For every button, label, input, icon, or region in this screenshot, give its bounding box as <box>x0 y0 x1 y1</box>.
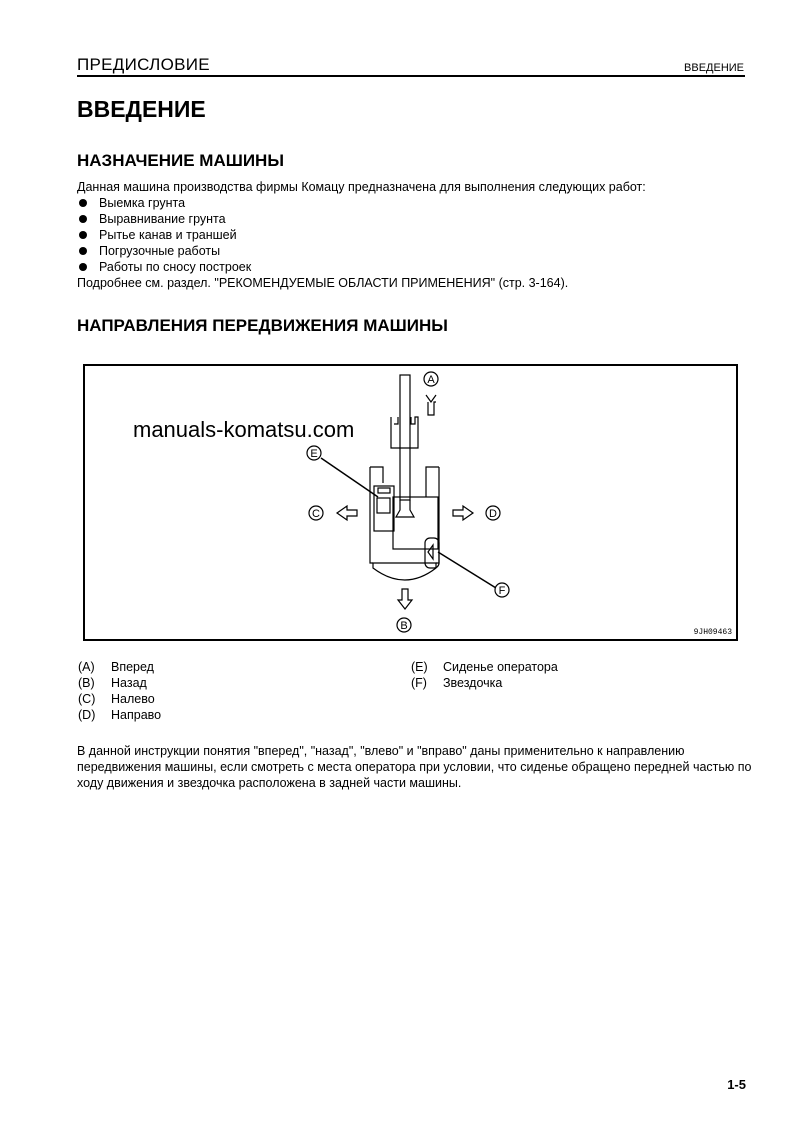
purpose-intro: Данная машина производства фирмы Комацу предназначена для выполнения следующих работ: <box>77 180 646 194</box>
legend-label: Вперед <box>111 660 154 674</box>
marker-a: A <box>427 374 435 386</box>
marker-b: B <box>400 620 408 632</box>
header-section: ПРЕДИСЛОВИЕ <box>77 55 210 74</box>
legend-key: (D) <box>78 708 96 722</box>
marker-c: C <box>312 508 320 520</box>
arrow-left-icon <box>337 506 357 520</box>
purpose-heading: НАЗНАЧЕНИЕ МАШИНЫ <box>77 151 284 170</box>
legend-key: (B) <box>78 676 95 690</box>
header-divider <box>77 75 745 77</box>
purpose-list <box>77 195 757 275</box>
blade-frame <box>391 417 418 448</box>
legend-label: Сиденье оператора <box>443 660 558 674</box>
legend-key: (F) <box>411 676 427 690</box>
purpose-section <box>77 179 757 291</box>
legend-label: Назад <box>111 676 147 690</box>
counterweight <box>373 563 436 580</box>
directions-note: В данной инструкции понятия "вперед", "назад", "влево" и "вправо" даны применительно к направлению передвижения машины, если смотреть с места оператора при условии, что сиденье обращено передней частью по ходу движения и звездочка расположена в задней части машины. <box>77 744 752 790</box>
marker-f: F <box>498 585 506 597</box>
marker-d: D <box>489 508 497 520</box>
page-number: 1-5 <box>727 1077 746 1092</box>
legend-key: (A) <box>78 660 95 674</box>
list-item: Выравнивание грунта <box>77 211 757 227</box>
legend-label: Налево <box>111 692 155 706</box>
directions-heading: НАПРАВЛЕНИЯ ПЕРЕДВИЖЕНИЯ МАШИНЫ <box>77 316 448 335</box>
header-chapter: ВВЕДЕНИЕ <box>684 62 744 74</box>
sprocket-leader-line <box>438 552 496 588</box>
legend-label: Звездочка <box>443 676 503 690</box>
page-title: ВВЕДЕНИЕ <box>77 96 206 122</box>
legend-key: (E) <box>411 660 428 674</box>
arrow-forward-icon <box>426 395 436 415</box>
arrow-backward-icon <box>398 589 412 609</box>
figure-legend <box>0 660 794 730</box>
legend-key: (C) <box>78 692 96 706</box>
list-item: Работы по сносу построек <box>77 259 757 275</box>
list-item: Рытье канав и траншей <box>77 227 757 243</box>
figure-id: 9JH09463 <box>693 628 732 637</box>
list-item: Выемка грунта <box>77 195 757 211</box>
boom <box>400 375 410 500</box>
watermark: manuals-komatsu.com <box>133 417 355 442</box>
machine-direction-diagram <box>83 364 738 641</box>
legend-label: Направо <box>111 708 162 722</box>
arrow-right-icon <box>453 506 473 520</box>
marker-e: E <box>310 448 318 460</box>
list-item: Погрузочные работы <box>77 243 757 259</box>
purpose-reference: Подробнее см. раздел. "РЕКОМЕНДУЕМЫЕ ОБЛАСТИ ПРИМЕНЕНИЯ" (стр. 3-164). <box>77 276 569 290</box>
